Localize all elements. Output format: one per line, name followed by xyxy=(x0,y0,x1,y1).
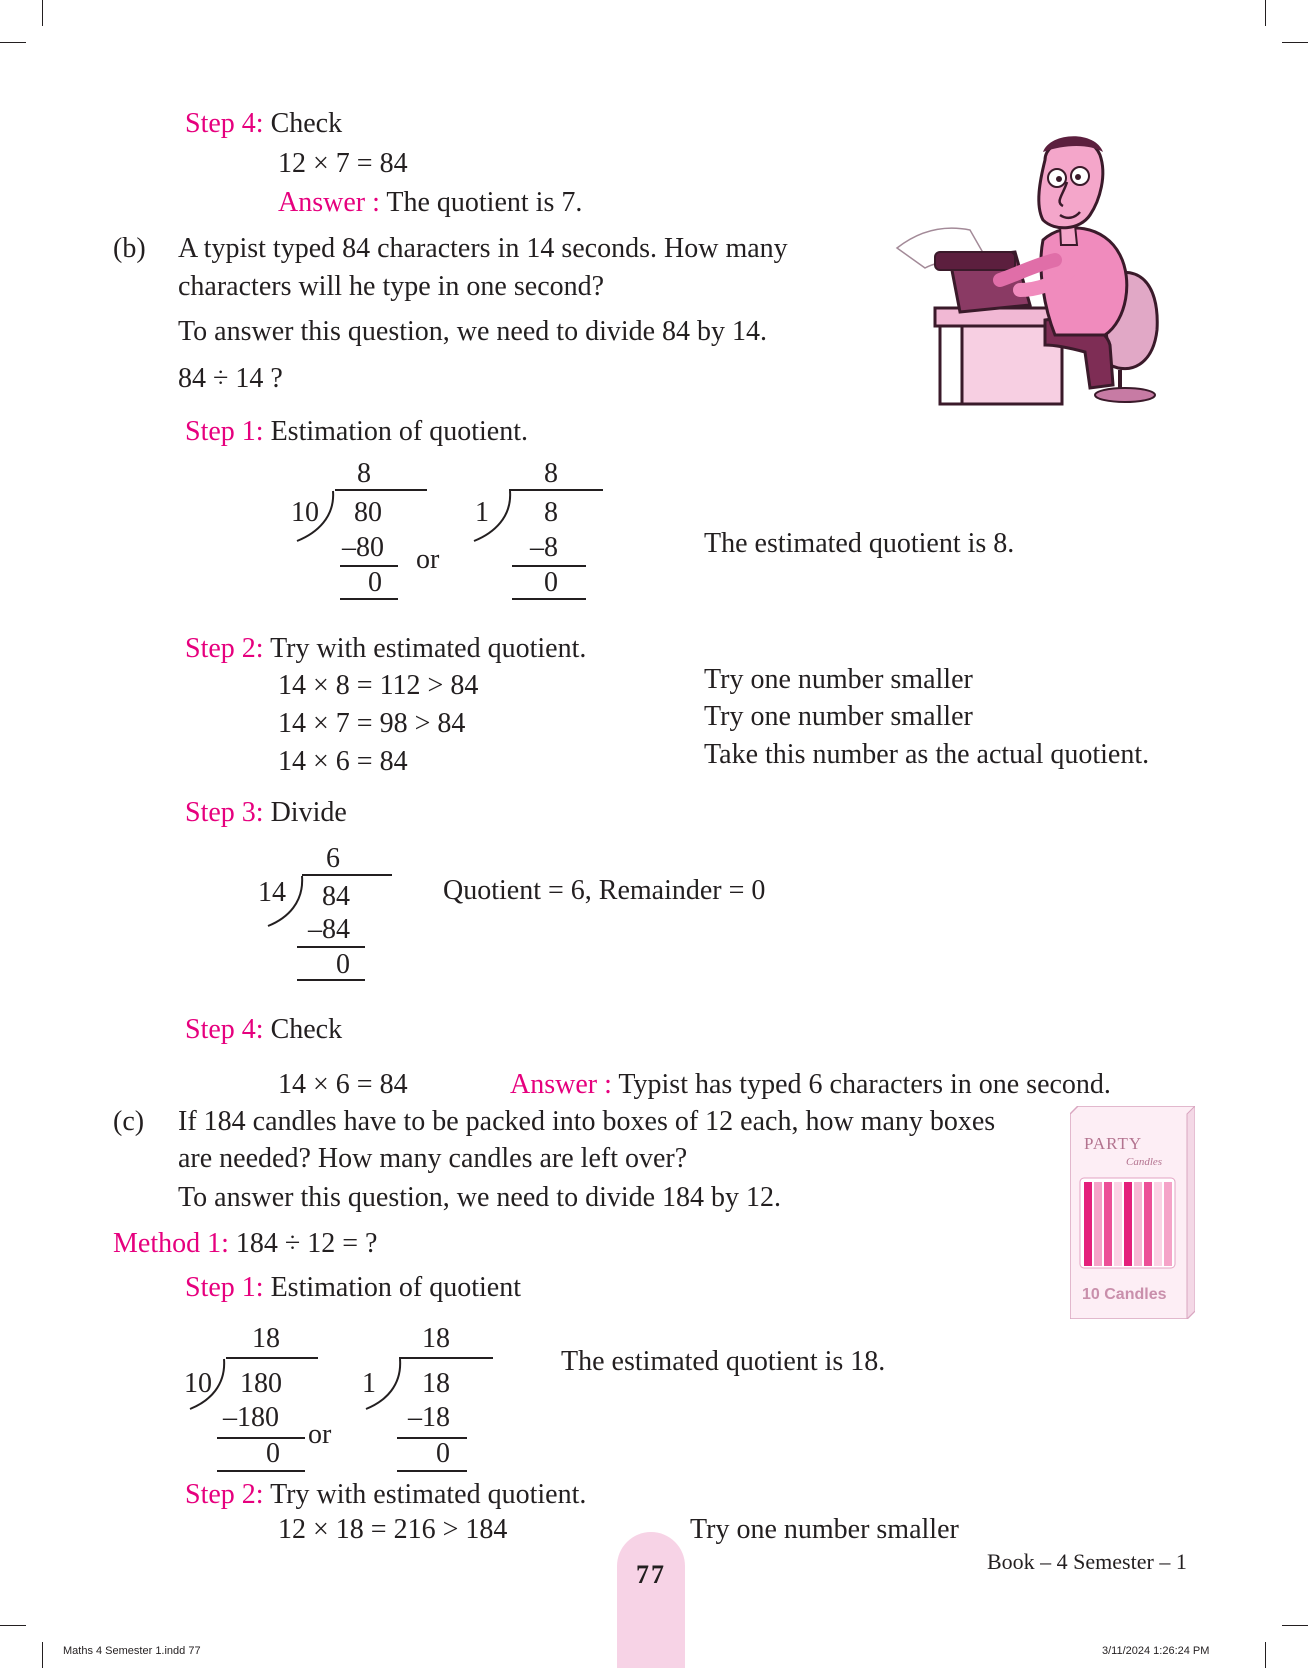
trial-note: Take this number as the actual quotient. xyxy=(704,739,1150,770)
page-number-tab xyxy=(617,1532,685,1668)
trial-note: Try one number smaller xyxy=(704,701,973,732)
subtrahend: –8 xyxy=(530,532,558,563)
check-equation: 14 × 6 = 84 xyxy=(278,1069,408,1100)
crop-mark xyxy=(1282,42,1308,43)
remainder: 0 xyxy=(336,949,350,980)
answer-label: Answer : xyxy=(510,1069,612,1100)
step-label: Step 4: xyxy=(185,1014,264,1045)
remainder: 0 xyxy=(368,567,382,598)
remainder-line xyxy=(297,979,365,981)
division-bar xyxy=(226,1357,318,1359)
crop-mark xyxy=(1265,0,1266,26)
step-text: Try with estimated quotient. xyxy=(270,1479,587,1510)
step-label: Step 1: xyxy=(185,1272,264,1303)
slug-left: Maths 4 Semester 1.indd 77 xyxy=(63,1645,201,1657)
division-bar xyxy=(509,489,603,491)
division-bar xyxy=(335,489,427,491)
crop-mark xyxy=(0,42,26,43)
crop-mark xyxy=(42,1642,43,1668)
step-text: Check xyxy=(270,108,343,139)
book-semester: Book – 4 Semester – 1 xyxy=(987,1549,1187,1574)
step-text: Estimation of quotient. xyxy=(270,416,528,447)
remainder: 0 xyxy=(266,1438,280,1469)
divisor: 10 xyxy=(184,1368,212,1399)
crop-mark xyxy=(0,1625,26,1626)
subtrahend: –18 xyxy=(408,1402,450,1433)
step-label: Step 2: xyxy=(185,633,264,664)
question-c-line2: are needed? How many candles are left over? xyxy=(178,1143,688,1174)
dividend: 18 xyxy=(422,1368,450,1399)
subtraction-line xyxy=(397,1437,467,1439)
trial-equation: 14 × 6 = 84 xyxy=(278,746,408,777)
step-text: Check xyxy=(270,1014,343,1045)
check-equation: 12 × 7 = 84 xyxy=(278,148,408,179)
answer-line xyxy=(510,1068,1111,1102)
estimate-note-c: The estimated quotient is 18. xyxy=(561,1346,886,1377)
intro-c: To answer this question, we need to divide 184 by 12. xyxy=(178,1182,782,1213)
question-b-line1: A typist typed 84 characters in 14 seconds. How many xyxy=(178,233,788,264)
question-c-line1: If 184 candles have to be packed into boxes of 12 each, how many boxes xyxy=(178,1106,996,1137)
remainder-line xyxy=(217,1470,305,1472)
divisor: 1 xyxy=(362,1368,376,1399)
method-label: Method 1: xyxy=(113,1228,229,1259)
step1-c xyxy=(185,1271,521,1305)
division-bar xyxy=(399,1357,493,1359)
subtrahend: –80 xyxy=(342,532,384,563)
candle-count: 10 Candles xyxy=(1082,1286,1167,1303)
remainder-line xyxy=(512,598,586,600)
quotient-digit: 6 xyxy=(326,843,340,874)
remainder-line xyxy=(397,1470,467,1472)
step2-c xyxy=(185,1478,586,1512)
question-marker-b: (b) xyxy=(113,233,146,264)
divisor: 14 xyxy=(258,877,286,908)
step-text: Divide xyxy=(270,797,347,828)
trial-note: Try one number smaller xyxy=(690,1514,959,1545)
candle-sub: Candles xyxy=(1126,1156,1163,1168)
method1-c xyxy=(113,1227,377,1261)
division-bar xyxy=(302,874,392,876)
step-label: Step 1: xyxy=(185,416,264,447)
crop-mark xyxy=(42,0,43,26)
dividend: 80 xyxy=(354,497,382,528)
step3-b xyxy=(185,796,347,830)
question-marker-c: (c) xyxy=(113,1106,145,1137)
quotient-digit: 8 xyxy=(357,458,371,489)
step4-b xyxy=(185,1013,342,1047)
division-result: Quotient = 6, Remainder = 0 xyxy=(443,875,766,906)
candle-box-illustration xyxy=(1070,1106,1195,1319)
remainder-line xyxy=(340,598,398,600)
answer-line xyxy=(278,186,582,220)
crop-mark xyxy=(1282,1625,1308,1626)
subtraction-line xyxy=(217,1437,305,1439)
remainder: 0 xyxy=(436,1438,450,1469)
subtrahend: –84 xyxy=(308,914,350,945)
dividend: 8 xyxy=(544,497,558,528)
trial-note: Try one number smaller xyxy=(704,664,973,695)
trial-equation: 12 × 18 = 216 > 184 xyxy=(278,1514,508,1545)
step-label: Step 4: xyxy=(185,108,264,139)
step1-b xyxy=(185,415,528,449)
step-text: Try with estimated quotient. xyxy=(270,633,587,664)
remainder: 0 xyxy=(544,567,558,598)
method-text: 184 ÷ 12 = ? xyxy=(235,1228,378,1259)
quotient-digit: 18 xyxy=(252,1323,280,1354)
step-text: Estimation of quotient xyxy=(270,1272,521,1303)
question-b-line2: characters will he type in one second? xyxy=(178,271,605,302)
step4-check-a xyxy=(185,107,342,141)
page-number: 77 xyxy=(636,1560,666,1589)
divisor: 1 xyxy=(475,497,489,528)
subtraction-line xyxy=(297,946,365,948)
crop-mark xyxy=(1265,1642,1266,1668)
trial-equation: 14 × 8 = 112 > 84 xyxy=(278,670,479,701)
trial-equation: 14 × 7 = 98 > 84 xyxy=(278,708,466,739)
answer-label: Answer : xyxy=(278,187,380,218)
answer-text: The quotient is 7. xyxy=(386,187,583,218)
dividend: 180 xyxy=(240,1368,282,1399)
slug-right: 3/11/2024 1:26:24 PM xyxy=(1102,1645,1210,1657)
subtrahend: –180 xyxy=(223,1402,279,1433)
answer-text: Typist has typed 6 characters in one second. xyxy=(618,1069,1111,1100)
or-text: or xyxy=(416,544,440,575)
intro-b: To answer this question, we need to divide 84 by 14. xyxy=(178,316,768,347)
step-label: Step 2: xyxy=(185,1479,264,1510)
typist-illustration xyxy=(895,130,1190,410)
step-label: Step 3: xyxy=(185,797,264,828)
estimate-note-b: The estimated quotient is 8. xyxy=(704,528,1015,559)
divisor: 10 xyxy=(291,497,319,528)
quotient-digit: 8 xyxy=(544,458,558,489)
or-text: or xyxy=(308,1419,332,1450)
dividend: 84 xyxy=(322,881,350,912)
step2-b xyxy=(185,632,586,666)
expression-b: 84 ÷ 14 ? xyxy=(178,363,283,394)
quotient-digit: 18 xyxy=(422,1323,450,1354)
candle-brand: PARTY xyxy=(1084,1134,1143,1153)
